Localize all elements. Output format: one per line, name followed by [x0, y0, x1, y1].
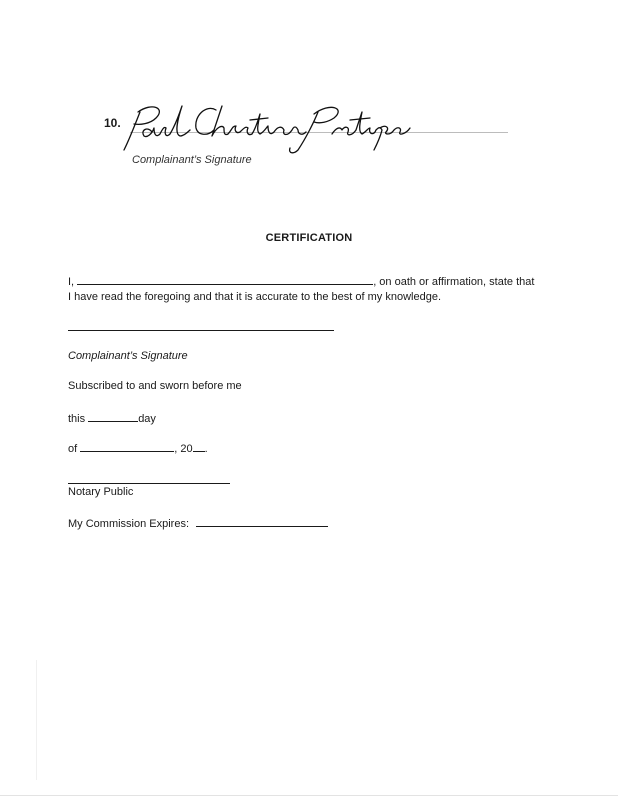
scan-artifact — [36, 660, 37, 780]
commission-blank — [196, 516, 328, 527]
oath-line — [68, 274, 534, 288]
subscribed-text: Subscribed to and sworn before me — [68, 380, 242, 392]
this-label: this — [68, 413, 86, 425]
certification-heading: CERTIFICATION — [265, 232, 353, 244]
oath-suffix: , on oath or affirmation, state that — [373, 276, 535, 288]
year-blank — [193, 441, 205, 452]
signature-caption: Complainant’s Signature — [132, 154, 252, 166]
month-line — [68, 441, 208, 455]
name-blank — [77, 274, 373, 285]
knowledge-statement: I have read the foregoing and that it is accurate to the best of my knowledge. — [68, 291, 442, 303]
oath-prefix: I, — [68, 276, 75, 288]
commission-line — [68, 516, 328, 530]
of-label: of — [68, 443, 78, 455]
month-blank — [80, 441, 174, 452]
notary-signature-line — [68, 483, 230, 484]
commission-label: My Commission Expires: — [68, 518, 190, 530]
year-suffix: . — [204, 443, 208, 455]
complainant-signature-caption: Complainant’s Signature — [68, 350, 188, 362]
handwritten-signature — [118, 98, 418, 158]
notary-public-label: Notary Public — [68, 486, 134, 498]
page-edge — [0, 795, 618, 796]
day-line — [68, 411, 156, 425]
day-blank — [88, 411, 138, 422]
item-number: 10. — [104, 116, 121, 130]
day-label: day — [138, 413, 156, 425]
year-prefix: , 20 — [174, 443, 193, 455]
complainant-signature-line — [68, 330, 334, 331]
